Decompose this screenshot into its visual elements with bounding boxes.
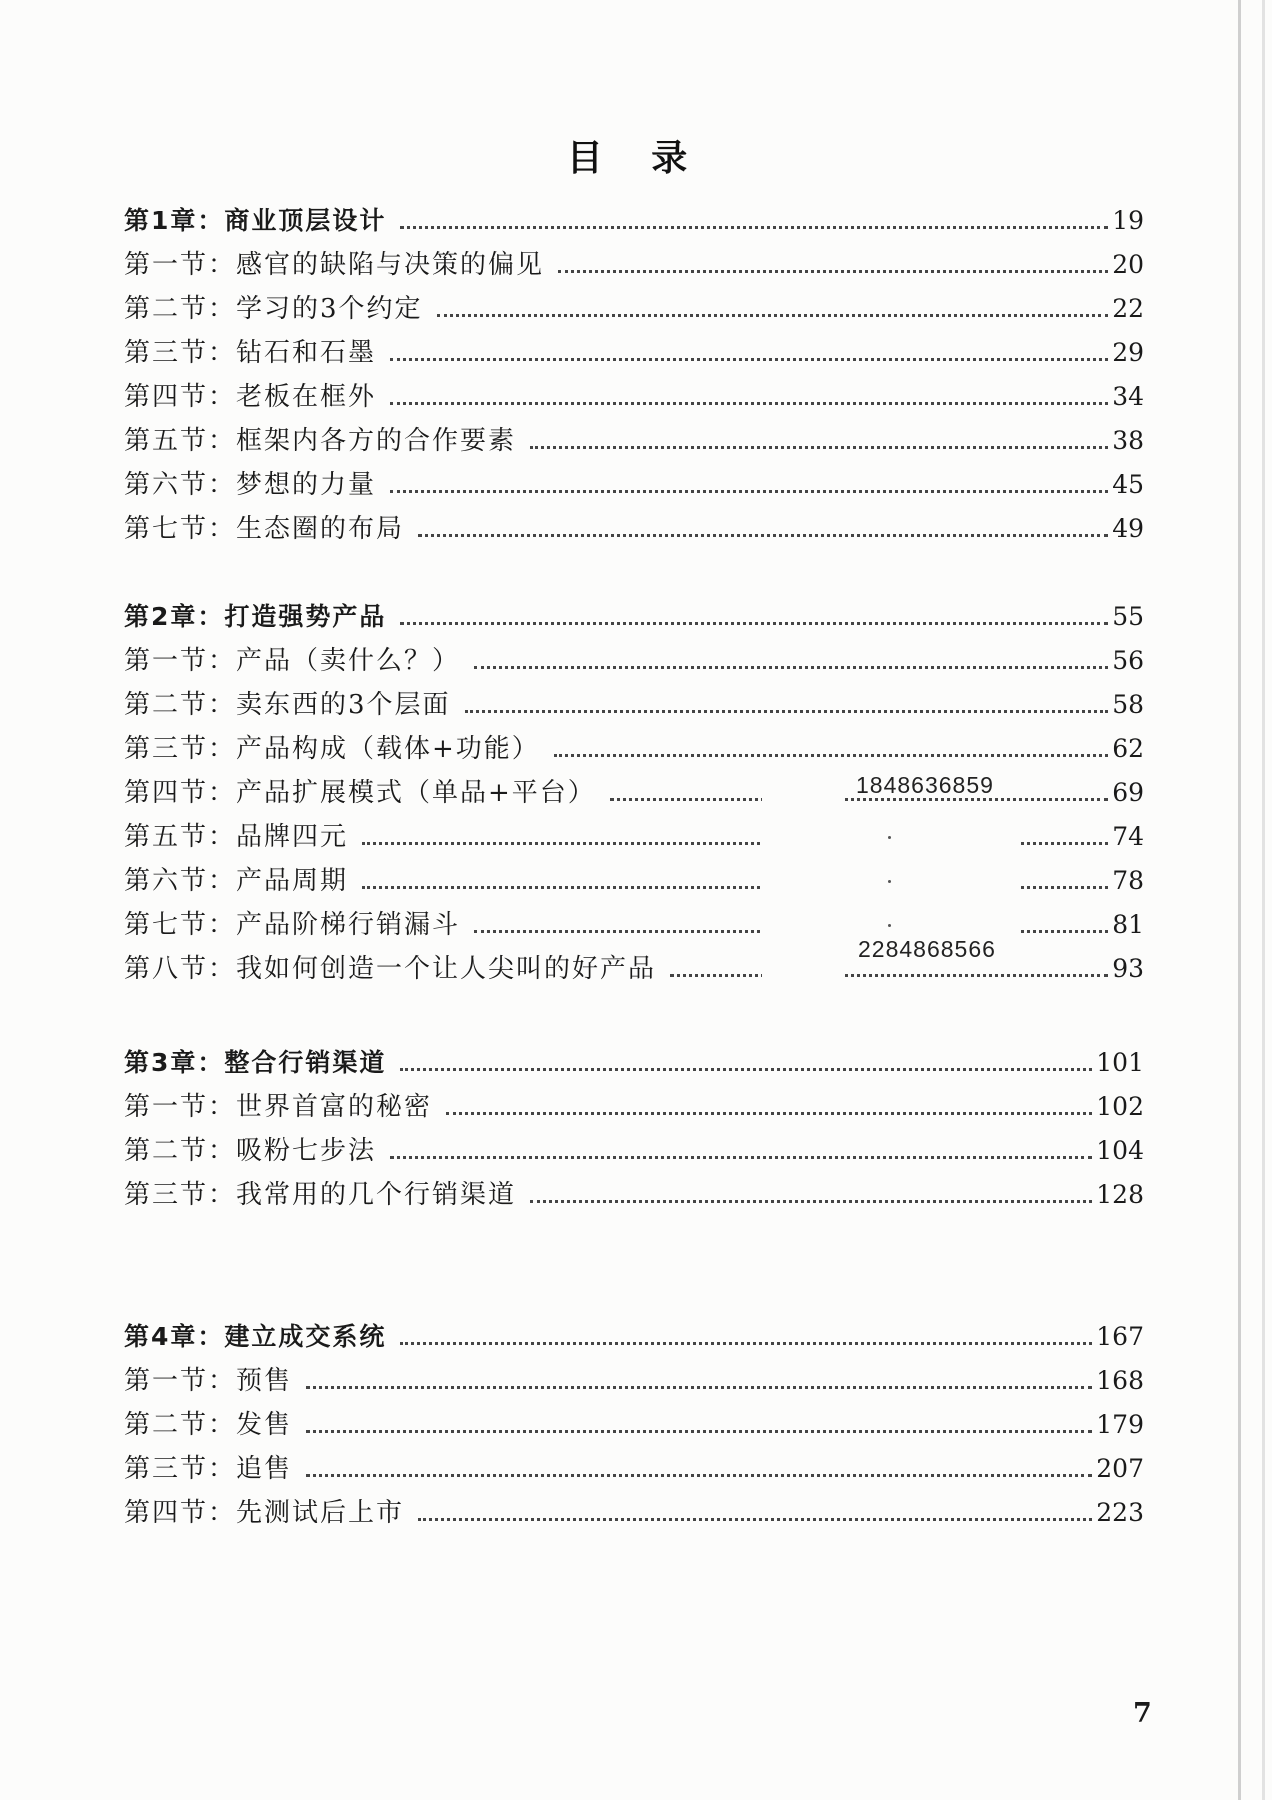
section-row[interactable] <box>124 1446 1144 1486</box>
section-title: 第二节：卖东西的3个层面 <box>124 690 451 720</box>
section-title: 第六节：产品周期 <box>124 866 349 896</box>
section-title: 第七节：产品阶梯行销漏斗 <box>124 910 461 940</box>
section-title: 第一节：预售 <box>124 1366 293 1396</box>
section-title: 第五节：框架内各方的合作要素 <box>124 426 517 456</box>
page-number: 7 <box>1133 1698 1152 1729</box>
page-ref: 22 <box>1112 294 1144 323</box>
chapter-title: 第3章：整合行销渠道 <box>124 1048 387 1077</box>
page-ref: 55 <box>1112 602 1144 631</box>
erased-region <box>762 868 1020 896</box>
dot-leader <box>530 446 1108 449</box>
dot-leader <box>390 402 1108 405</box>
section-row[interactable] <box>124 1128 1144 1168</box>
section-title: 第八节：我如何创造一个让人尖叫的好产品 <box>124 954 657 984</box>
scan-edge-line <box>1262 0 1265 1800</box>
section-title: 第四节：产品扩展模式（单品+平台） <box>124 778 596 808</box>
section-title: 第一节：产品（卖什么？） <box>124 646 461 676</box>
section-row[interactable] <box>124 462 1144 502</box>
stray-mark <box>888 880 891 883</box>
dot-leader <box>474 666 1108 669</box>
chapter-row[interactable] <box>124 1040 1144 1080</box>
section-row[interactable] <box>124 242 1144 282</box>
dot-leader <box>437 314 1109 317</box>
page-ref: 223 <box>1096 1498 1144 1527</box>
stray-mark <box>888 924 891 927</box>
section-title: 第三节：追售 <box>124 1454 293 1484</box>
dot-leader <box>554 754 1108 757</box>
erased-region <box>762 780 842 808</box>
page-ref: 93 <box>1112 954 1144 983</box>
page-ref: 128 <box>1096 1180 1144 1209</box>
page-title: 目 录 <box>566 138 706 179</box>
dot-leader <box>530 1200 1092 1203</box>
section-row[interactable] <box>124 1358 1144 1398</box>
dot-leader <box>400 1068 1092 1071</box>
section-row[interactable] <box>124 1490 1144 1530</box>
page-ref: 104 <box>1096 1136 1144 1165</box>
page-ref: 38 <box>1112 426 1144 455</box>
page-ref: 69 <box>1112 778 1144 807</box>
page-ref: 58 <box>1112 690 1144 719</box>
dot-leader <box>400 1342 1092 1345</box>
section-row[interactable] <box>124 638 1144 678</box>
dot-leader <box>418 534 1108 537</box>
page-ref: 74 <box>1112 822 1144 851</box>
erased-region <box>762 956 844 984</box>
page-ref: 101 <box>1096 1048 1144 1077</box>
section-row[interactable] <box>124 418 1144 458</box>
section-title: 第三节：我常用的几个行销渠道 <box>124 1180 517 1210</box>
chapter-title: 第4章：建立成交系统 <box>124 1322 387 1351</box>
section-row[interactable] <box>124 330 1144 370</box>
section-title: 第一节：感官的缺陷与决策的偏见 <box>124 250 545 280</box>
page-ref: 179 <box>1096 1410 1144 1439</box>
section-title: 第七节：生态圈的布局 <box>124 514 405 544</box>
dot-leader <box>390 490 1108 493</box>
dot-leader <box>446 1112 1092 1115</box>
page-ref: 167 <box>1096 1322 1144 1351</box>
dot-leader <box>670 974 1108 977</box>
page-ref: 29 <box>1112 338 1144 367</box>
overlay-number: 2284868566 <box>858 936 996 962</box>
section-row[interactable] <box>124 1084 1144 1124</box>
section-title: 第四节：老板在框外 <box>124 382 377 412</box>
dot-leader <box>400 622 1108 625</box>
chapter-row[interactable] <box>124 594 1144 634</box>
section-row[interactable] <box>124 506 1144 546</box>
section-row[interactable] <box>124 374 1144 414</box>
section-title: 第二节：学习的3个约定 <box>124 294 423 324</box>
dot-leader <box>465 710 1109 713</box>
section-title: 第三节：钻石和石墨 <box>124 338 377 368</box>
overlay-number: 1848636859 <box>856 772 994 798</box>
page-ref: 168 <box>1096 1366 1144 1395</box>
page-ref: 34 <box>1112 382 1144 411</box>
section-title: 第一节：世界首富的秘密 <box>124 1092 433 1122</box>
page-ref: 19 <box>1112 206 1144 235</box>
page-ref: 207 <box>1096 1454 1144 1483</box>
stray-mark <box>888 836 891 839</box>
section-title: 第二节：吸粉七步法 <box>124 1136 377 1166</box>
dot-leader <box>418 1518 1092 1521</box>
scan-edge-line <box>1238 0 1241 1800</box>
page-ref: 62 <box>1112 734 1144 763</box>
dot-leader <box>306 1430 1092 1433</box>
chapter-title: 第1章：商业顶层设计 <box>124 206 387 235</box>
section-title: 第三节：产品构成（载体+功能） <box>124 734 540 764</box>
dot-leader <box>306 1474 1092 1477</box>
section-row[interactable] <box>124 286 1144 326</box>
dot-leader <box>400 226 1108 229</box>
dot-leader <box>306 1386 1092 1389</box>
page-ref: 45 <box>1112 470 1144 499</box>
page-ref: 102 <box>1096 1092 1144 1121</box>
erased-region <box>762 824 1020 852</box>
section-title: 第六节：梦想的力量 <box>124 470 377 500</box>
page-ref: 56 <box>1112 646 1144 675</box>
section-row[interactable] <box>124 682 1144 722</box>
chapter-row[interactable] <box>124 198 1144 238</box>
section-title: 第二节：发售 <box>124 1410 293 1440</box>
section-row[interactable] <box>124 726 1144 766</box>
chapter-row[interactable] <box>124 1314 1144 1354</box>
dot-leader <box>558 270 1108 273</box>
page-ref: 20 <box>1112 250 1144 279</box>
dot-leader <box>390 358 1108 361</box>
page-ref: 81 <box>1112 910 1144 939</box>
section-row[interactable] <box>124 1172 1144 1212</box>
section-title: 第四节：先测试后上市 <box>124 1498 405 1528</box>
section-title: 第五节：品牌四元 <box>124 822 349 852</box>
dot-leader <box>390 1156 1092 1159</box>
page-ref: 49 <box>1112 514 1144 543</box>
page-ref: 78 <box>1112 866 1144 895</box>
chapter-title: 第2章：打造强势产品 <box>124 602 387 631</box>
section-row[interactable] <box>124 1402 1144 1442</box>
